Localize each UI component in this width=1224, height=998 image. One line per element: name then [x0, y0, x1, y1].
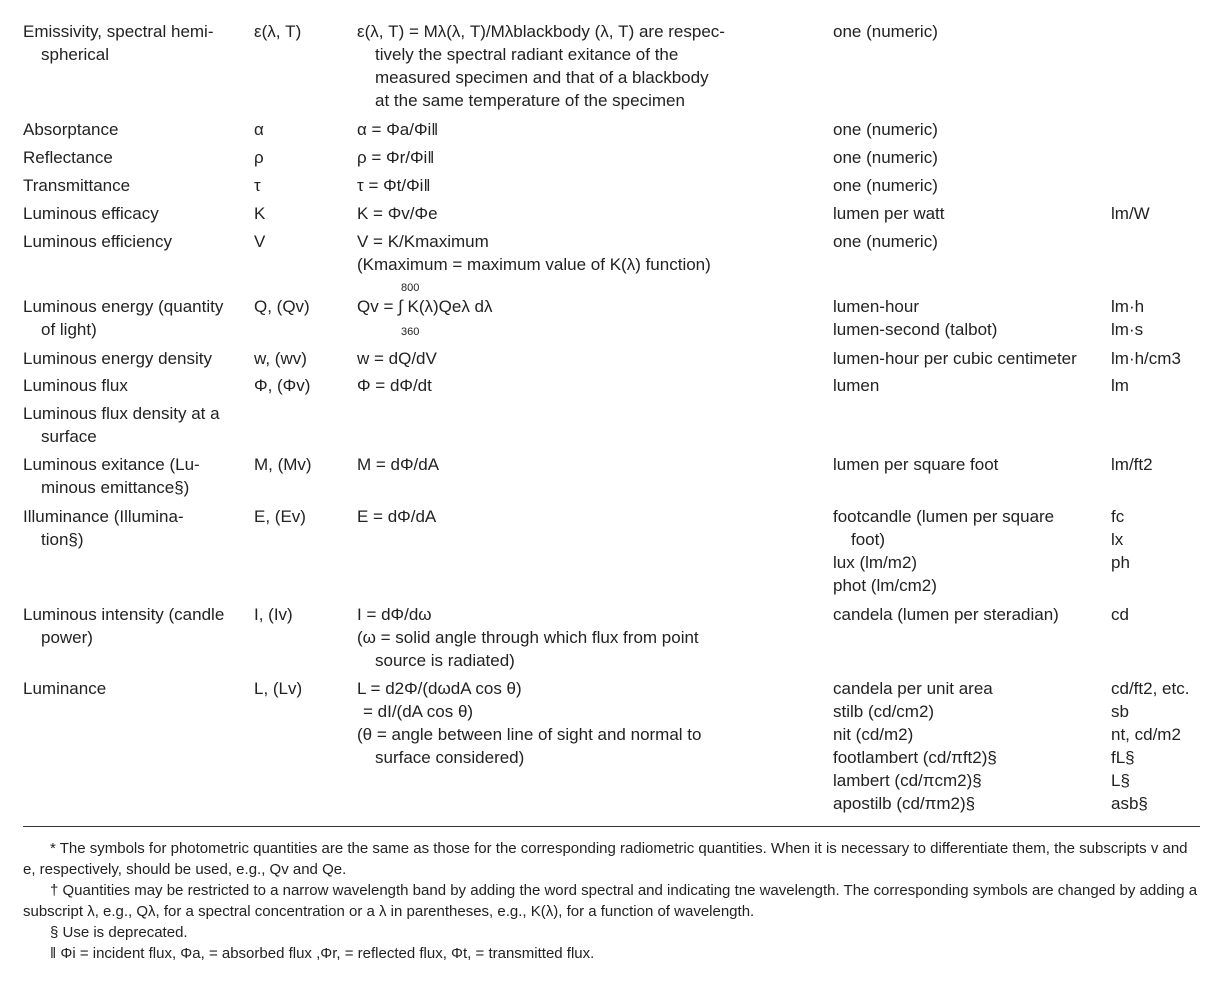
term-line: Luminous flux density at a [23, 404, 220, 423]
footnote: § Use is deprecated. [50, 924, 188, 941]
term-cell [23, 20, 253, 66]
integral-formula: Qv = ∫ K(λ)Qeλ dλ [357, 297, 493, 316]
abbreviation-cell: lm/ft2 [1111, 455, 1153, 474]
unit-line: footcandle (lumen per square [833, 507, 1055, 526]
unit-cell: one (numeric) [833, 176, 938, 195]
symbol-cell: V [254, 232, 266, 251]
unit-cell: lumen per square foot [833, 455, 999, 474]
abbreviation-line: ph [1111, 553, 1130, 572]
unit-line: stilb (cd/cm2) [833, 702, 935, 721]
abbreviation-cell [1111, 677, 1221, 815]
unit-line: nit (cd/m2) [833, 725, 914, 744]
definition-cell [357, 603, 827, 672]
term-line: Luminous intensity (candle [23, 605, 225, 624]
symbol-cell: τ [254, 176, 261, 195]
unit-cell: lumen per watt [833, 204, 945, 223]
symbol-cell: I, (Iv) [254, 605, 293, 624]
definition-cell: w = dQ/dV [357, 349, 437, 368]
symbol-cell: K [254, 204, 266, 223]
definition-line: source is radiated) [375, 651, 515, 670]
abbreviation-cell: lm/W [1111, 204, 1150, 223]
unit-cell [833, 20, 1111, 43]
definition-line: (θ = angle between line of sight and normal to [357, 725, 702, 744]
definition-cell [357, 20, 827, 112]
symbol-cell: Q, (Qv) [254, 297, 310, 316]
definition-line: (Kmaximum = maximum value of K(λ) function) [357, 255, 711, 274]
symbol-cell: L, (Lv) [254, 679, 303, 698]
abbreviation-line: L§ [1111, 771, 1130, 790]
abbreviation-line: fL§ [1111, 748, 1135, 767]
abbreviation-line: lx [1111, 530, 1124, 549]
integral-expression [357, 282, 493, 338]
term-line: minous emittance§) [41, 478, 190, 497]
term-line: tion§) [41, 530, 84, 549]
unit-cell: lumen-hour per cubic centimeter [833, 349, 1077, 368]
term-cell [23, 505, 253, 551]
definition-line: = dI/(dA cos θ) [363, 702, 474, 721]
symbol-cell: Φ, (Φv) [254, 376, 311, 395]
definition-cell: ρ = Φr/Φi‖ [357, 148, 435, 167]
footnote: * The symbols for photometric quantities are the same as those for the corresponding radiometric quantities. When it is necessary to differentiate them, the subscripts v and e, respectively, should be used, e.g., Qv and Qe. [23, 840, 1188, 878]
definition-cell [357, 230, 827, 276]
term-line: power) [41, 628, 93, 647]
abbreviation-cell [1111, 505, 1221, 574]
definition-cell [357, 677, 827, 769]
symbol-cell: w, (wv) [254, 349, 307, 368]
definition-cell: τ = Φt/Φi‖ [357, 176, 431, 195]
term-cell: Luminance [23, 679, 107, 698]
abbreviation-cell: lm·h/cm3 [1111, 349, 1181, 368]
unit-cell: one (numeric) [833, 148, 938, 167]
symbol-cell: ε(λ, T) [254, 22, 302, 41]
term-cell [23, 295, 253, 341]
unit-cell: one (numeric) [833, 120, 938, 139]
abbreviation-cell: lm [1111, 376, 1129, 395]
unit-line: lux (lm/m2) [833, 553, 918, 572]
abbreviation-line: asb§ [1111, 794, 1148, 813]
footnote: † Quantities may be restricted to a narrow wavelength band by adding the word spectral and indicating tne wavelength. The corresponding symbols are changed by adding a subscript λ, e.g., Qλ, for a spectral concentration or a λ in parentheses, e.g., K(λ), for a function of wavelength. [23, 882, 1198, 920]
term-line: Emissivity, spectral hemi- [23, 22, 214, 41]
term-cell: Reflectance [23, 148, 113, 167]
unit-cell: candela (lumen per steradian) [833, 605, 1059, 624]
unit-line: footlambert (cd/πft2)§ [833, 748, 997, 767]
definition-cell: M = dΦ/dA [357, 455, 440, 474]
definition-line: L = d2Φ/(dωdA cos θ) [357, 679, 522, 698]
definition-line: (ω = solid angle through which flux from point [357, 628, 699, 647]
term-line: Illuminance (Illumina- [23, 507, 184, 526]
term-line: spherical [41, 45, 110, 64]
footnotes [23, 838, 1200, 964]
integral-upper-limit: 800 [401, 282, 420, 294]
term-cell: Transmittance [23, 176, 131, 195]
term-cell: Luminous flux [23, 376, 128, 395]
term-line: surface [41, 427, 97, 446]
definition-line: I = dΦ/dω [357, 605, 432, 624]
term-cell: Luminous energy density [23, 349, 213, 368]
footnote: ‖ Φi = incident flux, Φa, = absorbed flux ,Φr, = reflected flux, Φt, = transmitted flux. [50, 945, 595, 962]
integral-lower-limit: 360 [401, 326, 420, 338]
unit-line: phot (lm/cm2) [833, 576, 937, 595]
definition-line: at the same temperature of the specimen [375, 91, 685, 110]
unit-cell: lumen [833, 376, 880, 395]
symbol-cell: α [254, 120, 264, 139]
unit-line: lumen-second (talbot) [833, 320, 998, 339]
unit-cell [833, 677, 1111, 815]
term-cell: Luminous efficacy [23, 204, 159, 223]
unit-cell [833, 505, 1111, 597]
unit-line: foot) [851, 530, 886, 549]
term-line: Luminous energy (quantity [23, 297, 224, 316]
abbreviation-line: fc [1111, 507, 1125, 526]
abbreviation-line: lm·h [1111, 297, 1145, 316]
definition-cell: α = Φa/Φi‖ [357, 120, 439, 139]
abbreviation-line: cd/ft2, etc. [1111, 679, 1190, 698]
term-cell: Luminous efficiency [23, 232, 172, 251]
term-cell [23, 453, 253, 499]
unit-line: apostilb (cd/πm2)§ [833, 794, 976, 813]
definition-line: surface considered) [375, 748, 525, 767]
term-cell [23, 402, 253, 448]
symbol-cell: ρ [254, 148, 264, 167]
symbol-cell: E, (Ev) [254, 507, 306, 526]
definition-line: ε(λ, T) = Mλ(λ, T)/Mλblackbody (λ, T) are respec- [357, 22, 725, 41]
abbreviation-line: sb [1111, 702, 1129, 721]
definition-cell: E = dΦ/dA [357, 507, 437, 526]
unit-line: lambert (cd/πcm2)§ [833, 771, 982, 790]
unit-line: one (numeric) [833, 22, 938, 41]
term-line: of light) [41, 320, 97, 339]
definition-cell: K = Φv/Φe [357, 204, 438, 223]
term-cell: Absorptance [23, 120, 119, 139]
abbreviation-line: nt, cd/m2 [1111, 725, 1181, 744]
unit-cell [833, 295, 1111, 341]
unit-line: lumen-hour [833, 297, 919, 316]
abbreviation-cell [1111, 295, 1221, 341]
symbol-cell: M, (Mv) [254, 455, 312, 474]
definition-cell: Φ = dΦ/dt [357, 376, 432, 395]
definition-cell [357, 282, 827, 338]
abbreviation-line: lm·s [1111, 320, 1144, 339]
abbreviation-cell: cd [1111, 605, 1129, 624]
unit-cell: one (numeric) [833, 232, 938, 251]
term-cell [23, 603, 253, 649]
table-divider [23, 826, 1200, 827]
term-line: Luminous exitance (Lu- [23, 455, 200, 474]
definition-line: measured specimen and that of a blackbody [375, 68, 709, 87]
definition-line: tively the spectral radiant exitance of the [375, 45, 679, 64]
definition-line: V = K/Kmaximum [357, 232, 489, 251]
unit-line: candela per unit area [833, 679, 993, 698]
